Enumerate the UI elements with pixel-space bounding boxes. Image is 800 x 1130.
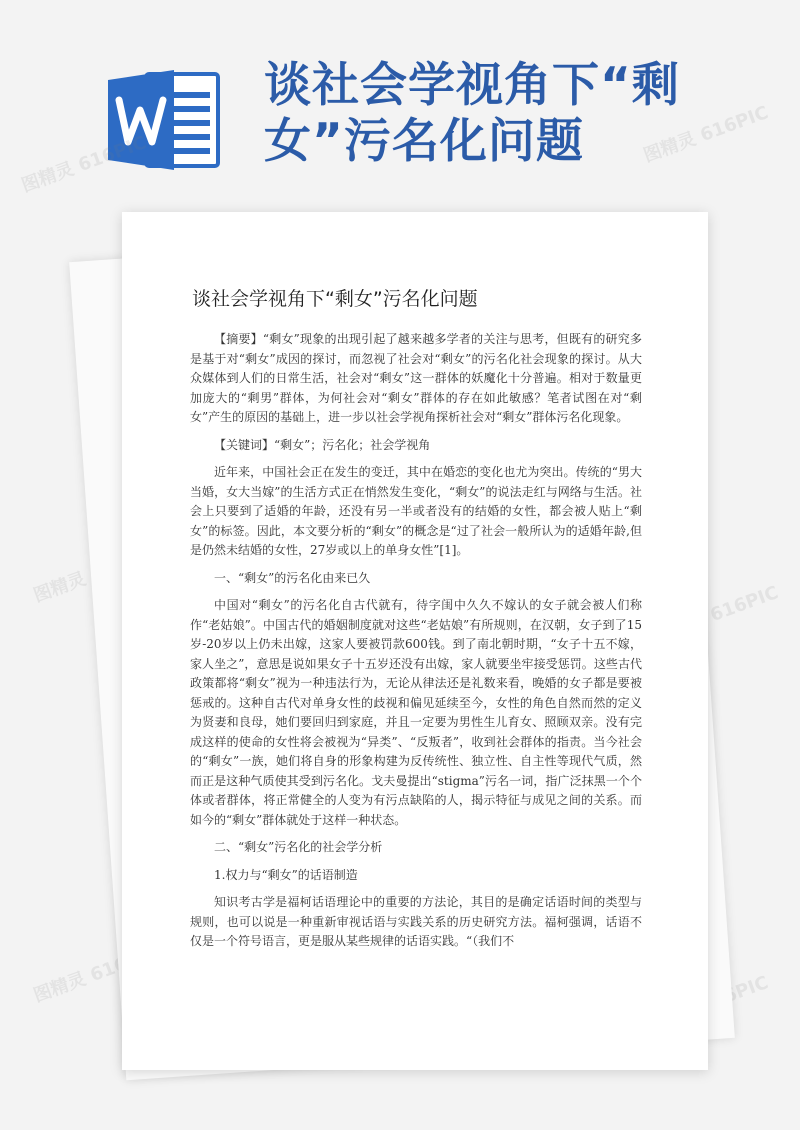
subsection-heading: 1.权力与“剩女”的话语制造: [214, 867, 358, 882]
watermark: 图精灵: [30, 568, 89, 607]
header-title: 谈社会学视角下“剩女”污名化问题: [264, 58, 680, 169]
header-banner: [0, 0, 800, 200]
abstract-paragraph: 【摘要】“剩女”现象的出现引起了越来越多学者的关注与思考，但既有的研究多是基于对“剩女”成因的探讨，而忽视了社会对“剩女”的污名化社会现象的探讨。从大众媒体到人们的日常生活，社会对“剩女”这一群体的妖魔化十分普遍。相对于数量更加庞大的“剩男”群体，为何社会对“剩女”群体的存在如此敏感？笔者试图在对“剩女”产生的原因的基础上，进一步以社会学视角探析社会对“剩女”群体污名化现象。: [190, 332, 642, 424]
document-title: 谈社会学视角下“剩女”污名化问题: [192, 288, 478, 310]
watermark: 图精灵 616PIC: [30, 942, 162, 1007]
body-paragraph: 知识考古学是福柯话语理论中的重要的方法论，其目的是确定话语时间的类型与规则，也可以说是一种重新审视话语与实践关系的历史研究方法。福柯强调，话语不仅是一个符号语言，更是服从某些规律的话语实践。“（我们不: [190, 895, 642, 948]
watermark: 图精灵 616PIC: [650, 582, 782, 647]
section-heading: 二、“剩女”污名化的社会学分析: [214, 840, 383, 854]
watermark: 图精灵 616PIC: [640, 102, 772, 167]
document-body: [190, 330, 642, 960]
section-heading: 一、“剩女”的污名化由来已久: [214, 570, 371, 585]
word-document-icon: [108, 68, 222, 172]
document-page: [122, 212, 708, 1070]
keywords-paragraph: 【关键词】“剩女”；污名化；社会学视角: [214, 437, 431, 452]
watermark: 图精灵 616PIC: [18, 132, 150, 197]
body-paragraph: 中国对“剩女”的污名化自古代就有，待字闺中久久不嫁认的女子就会被人们称作“老姑娘”。中国古代的婚姻制度就对这些“老姑娘”有所规则，在汉朝，女子到了15岁-20岁以上仍未出嫁，这家人要被罚款600钱。到了南北朝时期，“女子十五不嫁，家人坐之”，意思是说如果女子十五岁还没有出嫁，家人就要坐牢接受惩罚。这些古代政策都将“剩女”视为一种违法行为，无论从律法还是礼数来看，晚婚的女子都是要被惩戒的。这种自古代对单身女性的歧视和偏见延续至今，女性的角色自然而然的定义为贤妻和良母，她们要回归到家庭，并且一定要为男性生儿育女、照顾双亲。没有完成这样的使命的女性将会被视为“异类”、“反叛者”，收到社会群体的指责。当今社会的“剩女”一族，她们将自身的形象构建为反传统性、独立性、自主性等现代气质，然而正是这种气质使其受到污名化。戈夫曼提出“stigma”污名一词，指广泛抹黑一个个体或者群体，将正常健全的人变为有污点缺陷的人，揭示特征与成见之间的关系。而如今的“剩女”群体就处于这样一种状态。: [190, 598, 642, 827]
body-paragraph: 近年来，中国社会正在发生的变迁，其中在婚恋的变化也尤为突出。传统的“男大当婚，女大当嫁”的生活方式正在悄然发生变化，“剩女”的说法走红与网络与生活。社会上只要到了适婚的年龄，还没有另一半或者没有的结婚的女性，都会被人贴上“剩女”的标签。因此，本文要分析的“剩女”的概念是“过了社会一般所认为的适婚年龄,但是仍然未结婚的女性，27岁或以上的单身女性”[1]。: [190, 465, 642, 557]
watermark: 616PIC: [697, 972, 772, 1017]
